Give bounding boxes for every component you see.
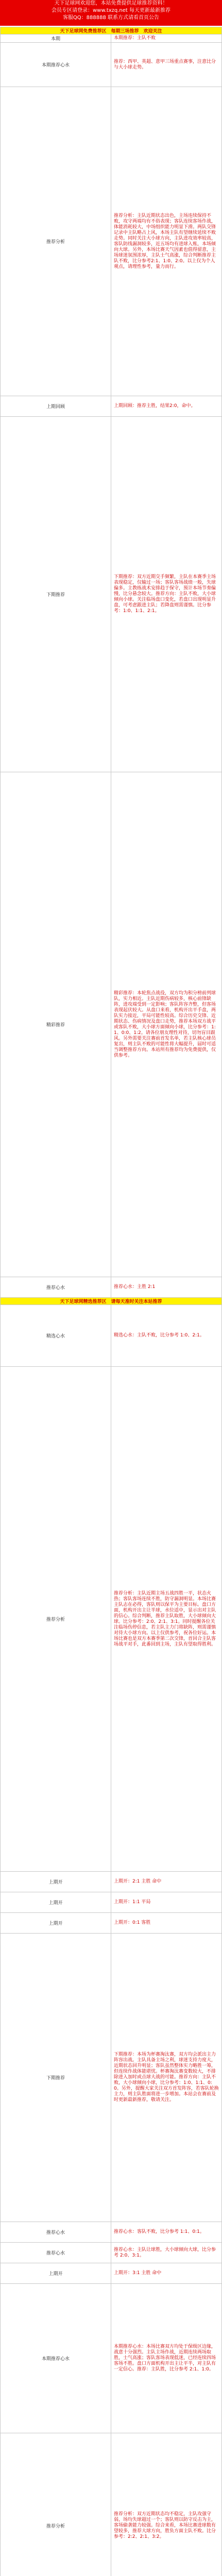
recommend-table xyxy=(0,27,222,2576)
row-label: 推荐心水 xyxy=(1,1277,111,1298)
row-text: 上期开：2:1 主胜 命中 xyxy=(111,1872,222,1892)
notice-bar xyxy=(0,0,222,26)
row-text: 本期推荐：主队不败 xyxy=(111,35,222,43)
banner-text: 天下足球网免费推荐区 每期三场推荐 欢迎关注 xyxy=(1,27,222,35)
content xyxy=(0,27,222,2576)
table-row xyxy=(1,1367,222,1872)
row-text: 精彩推荐：本轮焦点战役，双方均为积分榜前列球队，实力相近。主队近期伤病较多，核心前锋缺阵，进攻端受到一定影响；客队阵容齐整，但客场表现起伏较大。从盘口来看，机构开出平手盘，两队实力接近，平局可能性较高。综合历史交锋、近期状态、伤病情况及盘口走势，推荐本场双方战平或客队不败，大小球方面倾向小球，比分参考：1:1、0:0、1:2。请各位朋友理性对待，切勿盲目跟风。另外需要关注赛前首发名单，若主队核心球员复出，则主队不败的可能性将大幅提升，届时可适当调整推荐方向。本站所有推荐均为免费提供，仅供参考。 xyxy=(111,772,222,1277)
row-label: 推荐分析 xyxy=(1,1367,111,1872)
row-label: 本期推荐心水 xyxy=(1,2284,111,2433)
table-row xyxy=(1,1934,222,2222)
table-row xyxy=(1,417,222,772)
notice-line: 客服QQ：888888 联系方式请看首页公告 xyxy=(62,15,160,21)
table-row xyxy=(1,1892,222,1913)
section-banner xyxy=(1,1298,222,1305)
row-label: 上期开 xyxy=(1,1872,111,1892)
table-row xyxy=(1,2222,222,2243)
table-row xyxy=(1,396,222,417)
row-label: 精选心水 xyxy=(1,1305,111,1367)
row-label: 推荐心水 xyxy=(1,2222,111,2243)
table-row xyxy=(1,87,222,396)
row-text: 上期开：3:1 主胜 命中 xyxy=(111,2263,222,2284)
row-text: 推荐心水：主队让球胜，大小球倾向大球，比分参考 2:0、3:1。 xyxy=(111,2243,222,2263)
table-row xyxy=(1,1872,222,1892)
section-banner xyxy=(1,27,222,35)
row-label: 本期推荐心水 xyxy=(1,43,111,87)
row-text: 推荐心水：主胜 2:1 xyxy=(111,1277,222,1298)
row-label: 下期推荐 xyxy=(1,1934,111,2222)
row-label: 精彩推荐 xyxy=(1,772,111,1277)
row-label: 推荐分析 xyxy=(1,2433,111,2576)
row-label: 推荐分析 xyxy=(1,87,111,396)
row-text: 上期开：1:1 平局 xyxy=(111,1892,222,1913)
table-row xyxy=(1,1277,222,1298)
row-text: 推荐分析：主队近期状态出色，主场连续保持不败，攻守两端均有不俗表现；客队连续客场作战，体能消耗较大，中场组织能力明显下滑。两队交锋记录中主队略占上风，本场主队有望继续延续不败走势。同时关注大小球方向，主队进攻效率较高，客队防线漏洞较多，近五场均有进球入账，本场倾向大球。另外，本场比赛天气因素也值得留意，主场球迷氛围浓厚，主队士气高涨，综合判断推荐主队不败，比分参考2:1、1:0、2:0。以上仅为个人观点，请理性参考，量力而行。 xyxy=(111,87,222,396)
banner-text: 天下足球网精选推荐区 请每天准时关注本站推荐 xyxy=(1,1298,222,1305)
row-text: 推荐：西甲、英超、意甲三场重点赛事，注意比分与大小球走势。 xyxy=(111,43,222,87)
table-row xyxy=(1,35,222,43)
table-row xyxy=(1,2433,222,2576)
notice-line: 会员专区请登录：www.txzq.net 每天更新最新推荐 xyxy=(51,8,170,13)
row-label: 推荐心水 xyxy=(1,2243,111,2263)
row-text: 精选心水：主队不败，比分参考 1:0、2:1。 xyxy=(111,1305,222,1367)
row-label: 上期回顾 xyxy=(1,396,111,417)
row-text: 推荐分析：双方近期状态均不稳定，主队攻强守弱，场均失球超过一个；客队则以防守反击为主，客场偷袭能力较强。综合来看，本场比赛进球数有望较多，推荐大球方向，胜负方面主队不败。比分参考：2:2、2:1、3:2。 xyxy=(111,2433,222,2576)
table-row xyxy=(1,2263,222,2284)
row-text: 推荐心水：客队不败，比分参考 1:1、0:1。 xyxy=(111,2222,222,2243)
table-row xyxy=(1,1913,222,1934)
table-row xyxy=(1,2243,222,2263)
table-row xyxy=(1,43,222,87)
row-text: 上期开：0:1 客胜 xyxy=(111,1913,222,1934)
table-row xyxy=(1,1305,222,1367)
row-label: 上期开 xyxy=(1,1913,111,1934)
table-row xyxy=(1,772,222,1277)
row-label: 上期开 xyxy=(1,2263,111,2284)
notice-line: 天下足球网欢迎您，本站免费提供足球推荐资料！ xyxy=(54,1,168,6)
row-label: 本期 xyxy=(1,35,111,43)
row-label: 下期推荐 xyxy=(1,417,111,772)
row-text: 上期回顾：推荐主胜，结果2:0，命中。 xyxy=(111,396,222,417)
row-text: 推荐分析：主队近期主场五战四胜一平，状态火热；客队客场连续不胜，防守漏洞明显。本场比赛主队志在必得，客队则以保平为主要目标。盘口方面，机构开出主让半球，水位适中，显示出对主队的信心。综合判断，推荐主队取胜，大小球倾向大球。比分参考：2:0、2:1、3:1。同时提醒各位关注临场伤停信息，若主队主力门将缺阵，则需谨慎对待大小球方向。以上仅供参考，祝各位好运。本场比赛也是双方本赛季第二次交锋，首回合主队客场战平对手，此番回到主场，主队有望取得胜利。 xyxy=(111,1367,222,1872)
row-text: 本期推荐心水：本场比赛双方均处于保级区边缘，战意十分强烈。主队主场作战，近期连续两场取胜，士气高涨；客队客场表现低迷，已经连续四场客场不胜。盘口方面机构开出主让平半，对主队有一定信心。推荐：主队胜，比分参考 2:1、1:0。 xyxy=(111,2284,222,2433)
row-text: 下期推荐：本场为杯赛淘汰赛，双方均会派出主力阵容出战。主队具备主场之利，球迷支持力度大，近期状态回升明显；客队虽然整体实力略胜一筹，但连续作战体能堪忧。杯赛淘汰赛变数较大，不排除进入加时或点球大战的可能。推荐方向：主队不败，大小球倾向小球，比分参考：1:0、1:1、0:0。另外，提醒大家关注双方首发阵容，若客队轮换主力，则主队胜面将进一步增加。本站会在赛前及时更新最新推荐，敬请关注。 xyxy=(111,1934,222,2222)
row-text: 下期推荐：双方近期交手频繁，主队在本赛季主场表现稳定，仅输过一场；客队客场战绩一般，失球偏多。主教练战术安排趋于保守，预计本场节奏偏慢，比分悬念较大。推荐方向：主队不败，大小球倾向小球。关注临场盘口变化，若盘口出现明显升盘，可考虑跟进主队；若降盘则需谨慎。比分参考：1:0、1:1、2:1。 xyxy=(111,417,222,772)
row-label: 上期开 xyxy=(1,1892,111,1913)
table-row xyxy=(1,2284,222,2433)
